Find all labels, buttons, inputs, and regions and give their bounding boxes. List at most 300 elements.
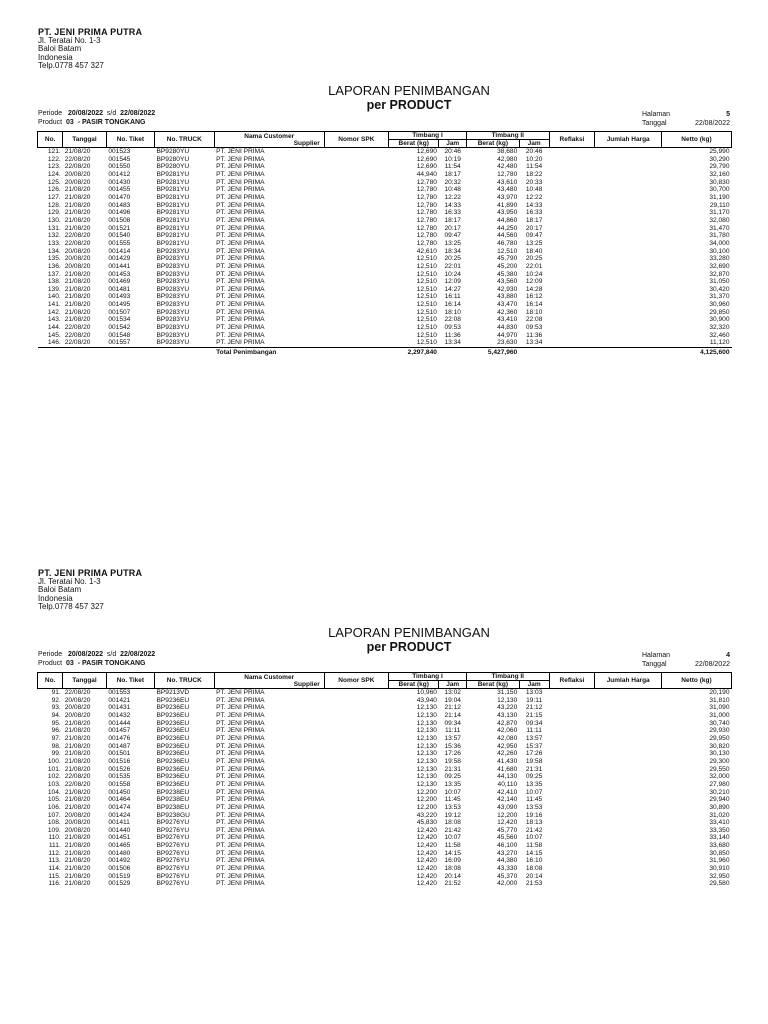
cell-customer: PT. JENI PRIMA [216, 742, 265, 750]
cell-tanggal: 21/08/20 [64, 719, 91, 727]
table-row [38, 743, 732, 751]
cell-tanggal: 20/08/20 [64, 819, 91, 827]
cell-truck: BP9276YU [156, 826, 190, 834]
cell-truck: BP9276YU [156, 857, 190, 865]
cell-berat2: 12,510 [497, 247, 518, 255]
cell-customer: PT. JENI PRIMA [216, 734, 265, 742]
cell-harga [595, 171, 662, 179]
cell-reflaksi [549, 727, 595, 735]
cell-jam2: 18:10 [525, 308, 543, 316]
cell-tiket: 001430 [108, 178, 131, 186]
cell-tanggal: 21/08/20 [64, 788, 91, 796]
cell-no: 130. [47, 216, 61, 224]
cell-berat1: 12,780 [416, 216, 437, 224]
cell-harga [595, 850, 662, 858]
col-truck: No. TRUCK [154, 132, 214, 148]
cell-truck: BP9236EU [156, 780, 190, 788]
cell-berat2: 42,980 [497, 155, 518, 163]
cell-tanggal: 21/08/20 [64, 849, 91, 857]
cell-jam1: 20:25 [444, 255, 461, 263]
cell-berat2: 45,200 [497, 262, 518, 270]
cell-jam1: 11:45 [444, 796, 461, 804]
col-netto: Netto (kg) [661, 673, 731, 689]
cell-customer: PT. JENI PRIMA [216, 803, 265, 811]
cell-tanggal: 21/08/20 [64, 293, 91, 301]
cell-berat1: 12,420 [416, 857, 437, 865]
cell-tiket: 001487 [108, 742, 131, 750]
cell-tanggal: 21/08/20 [64, 742, 91, 750]
cell-berat1: 12,510 [416, 262, 437, 270]
cell-spk [324, 873, 388, 881]
col-jam2: Jam [519, 681, 549, 689]
cell-berat1: 12,780 [416, 201, 437, 209]
cell-berat2: 12,420 [497, 819, 518, 827]
cell-tanggal: 21/08/20 [64, 193, 91, 201]
weighing-table [37, 672, 732, 888]
cell-berat1: 44,940 [416, 170, 437, 178]
cell-reflaksi [549, 758, 595, 766]
cell-reflaksi [549, 240, 595, 248]
cell-customer: PT. JENI PRIMA [216, 842, 265, 850]
cell-tanggal: 22/08/20 [64, 773, 91, 781]
report-title-sub: per PRODUCT [366, 98, 452, 112]
table-row [38, 186, 732, 194]
cell-berat1: 12,510 [416, 331, 437, 339]
cell-berat1: 12,420 [416, 849, 437, 857]
cell-tanggal: 21/08/20 [64, 216, 91, 224]
cell-spk [324, 225, 388, 233]
cell-spk [324, 750, 388, 758]
cell-jam2: 13:57 [525, 734, 543, 742]
table-row [38, 271, 732, 279]
table-row [38, 278, 732, 286]
cell-netto: 20,190 [709, 689, 730, 696]
cell-berat1: 12,510 [416, 278, 437, 286]
cell-berat1: 12,420 [416, 880, 437, 888]
cell-harga [595, 209, 662, 217]
cell-tanggal: 21/08/20 [64, 278, 91, 286]
cell-netto: 29,580 [709, 880, 730, 888]
cell-jam2: 10:07 [525, 834, 543, 842]
cell-reflaksi [549, 827, 595, 835]
cell-tanggal: 21/08/20 [64, 842, 91, 850]
cell-jam2: 20:17 [525, 224, 543, 232]
cell-jam2: 22:01 [525, 262, 543, 270]
cell-tiket: 001508 [108, 216, 131, 224]
cell-harga [595, 873, 662, 881]
cell-netto: 31,960 [709, 857, 730, 865]
cell-harga [595, 712, 662, 720]
cell-berat1: 12,130 [416, 727, 437, 735]
cell-berat2: 41,680 [497, 765, 518, 773]
table-row [38, 156, 732, 164]
cell-spk [324, 842, 388, 850]
cell-truck: BP9283YU [156, 293, 190, 301]
cell-customer: PT. JENI PRIMA [216, 324, 265, 332]
cell-tanggal: 21/08/20 [64, 757, 91, 765]
col-spk: Nomor SPK [324, 673, 388, 689]
cell-truck: BP9283YU [156, 308, 190, 316]
cell-tiket: 001469 [108, 278, 131, 286]
table-row [38, 324, 732, 332]
cell-harga [595, 773, 662, 781]
cell-reflaksi [549, 796, 595, 804]
tanggal-label: Tanggal [642, 120, 667, 127]
cell-harga [595, 880, 662, 888]
cell-no: 143. [47, 316, 61, 324]
cell-jam2: 11:45 [526, 796, 543, 804]
periode-sd: s/d [106, 110, 117, 117]
cell-jam1: 16:33 [444, 209, 461, 217]
cell-truck: BP9276YU [156, 872, 190, 880]
cell-reflaksi [549, 209, 595, 217]
cell-jam2: 09:47 [525, 232, 543, 240]
cell-tanggal: 21/08/20 [64, 765, 91, 773]
col-jam1: Jam [439, 681, 467, 689]
cell-berat1: 12,130 [416, 734, 437, 742]
cell-customer: PT. JENI PRIMA [216, 757, 265, 765]
cell-customer: PT. JENI PRIMA [216, 696, 265, 704]
col-reflaksi: Reflaksi [549, 132, 595, 148]
cell-jam1: 13:25 [444, 239, 461, 247]
cell-berat1: 12,690 [416, 155, 437, 163]
cell-harga [595, 255, 662, 263]
col-timbang1: Timbang I [388, 132, 466, 140]
cell-truck: BP9236EU [156, 765, 190, 773]
cell-tiket: 001521 [108, 224, 131, 232]
periode-sd: s/d [106, 651, 117, 658]
cell-truck: BP9281YU [156, 216, 190, 224]
cell-reflaksi [549, 309, 595, 317]
cell-jam1: 10:19 [444, 155, 461, 163]
table-row [38, 773, 732, 781]
cell-tiket: 001519 [108, 872, 131, 880]
cell-truck: BP9213VD [156, 689, 190, 696]
cell-no: 131. [47, 224, 61, 232]
cell-harga [595, 758, 662, 766]
cell-berat2: 42,930 [497, 285, 518, 293]
cell-customer: PT. JENI PRIMA [216, 316, 265, 324]
cell-berat1: 12,510 [416, 316, 437, 324]
cell-tanggal: 21/08/20 [64, 796, 91, 804]
cell-harga [595, 225, 662, 233]
cell-tiket: 001455 [108, 186, 131, 194]
cell-jam1: 10:07 [444, 834, 461, 842]
cell-spk [324, 720, 388, 728]
cell-reflaksi [549, 286, 595, 294]
cell-netto: 31,780 [709, 232, 730, 240]
cell-customer: PT. JENI PRIMA [216, 811, 265, 819]
col-tiket: No. Tiket [106, 132, 154, 148]
cell-netto: 33,140 [709, 834, 730, 842]
cell-no: 145. [47, 331, 61, 339]
cell-netto: 32,950 [709, 872, 730, 880]
cell-reflaksi [549, 850, 595, 858]
table-row [38, 179, 732, 187]
cell-berat2: 43,470 [497, 301, 518, 309]
table-row [38, 301, 732, 309]
cell-no: 125. [47, 178, 61, 186]
company-address2: Baloi Batam [38, 44, 82, 54]
company-phone: Telp.0778 457 327 [38, 602, 104, 612]
cell-tanggal: 20/08/20 [64, 178, 91, 186]
cell-harga [595, 240, 662, 248]
cell-spk [324, 704, 388, 712]
cell-harga [595, 804, 662, 812]
cell-jam1: 21:31 [444, 765, 461, 773]
cell-berat2: 45,770 [497, 826, 518, 834]
product-line [38, 660, 146, 668]
cell-jam1: 09:34 [444, 719, 461, 727]
cell-berat1: 12,780 [416, 193, 437, 201]
cell-jam2: 18:13 [525, 819, 543, 827]
product-line [38, 119, 146, 127]
cell-spk [324, 286, 388, 294]
cell-spk [324, 758, 388, 766]
cell-harga [595, 202, 662, 210]
cell-reflaksi [549, 278, 595, 286]
col-reflaksi: Reflaksi [549, 673, 595, 689]
cell-no: 106. [47, 803, 61, 811]
col-tanggal: Tanggal [63, 132, 107, 148]
cell-harga [595, 842, 662, 850]
cell-spk [324, 880, 388, 888]
cell-customer: PT. JENI PRIMA [216, 155, 265, 163]
cell-no: 102. [47, 773, 61, 781]
cell-no: 122. [47, 155, 61, 163]
cell-no: 129. [47, 209, 61, 217]
cell-tiket: 001465 [108, 842, 131, 850]
table-row [38, 758, 732, 766]
cell-berat2: 42,140 [497, 796, 518, 804]
cell-jam2: 16:10 [525, 857, 543, 865]
cell-berat1: 12,510 [416, 270, 437, 278]
cell-reflaksi [549, 301, 595, 309]
cell-harga [595, 766, 662, 774]
cell-jam2: 10:07 [525, 788, 543, 796]
cell-spk [324, 309, 388, 317]
cell-tanggal: 21/08/20 [64, 865, 91, 873]
cell-berat2: 43,950 [497, 209, 518, 217]
cell-tiket: 001481 [108, 285, 131, 293]
cell-truck: BP9276YU [156, 849, 190, 857]
halaman-label: Halaman [642, 652, 671, 659]
cell-berat1: 42,610 [416, 247, 437, 255]
cell-tiket: 001431 [108, 704, 131, 712]
cell-tanggal: 21/08/20 [64, 803, 91, 811]
cell-truck: BP9280YU [156, 155, 190, 163]
cell-berat1: 12,780 [416, 186, 437, 194]
cell-spk [324, 248, 388, 256]
cell-berat2: 42,060 [497, 727, 518, 735]
company-country: Indonesia [38, 593, 73, 603]
cell-harga [595, 156, 662, 164]
cell-jam2: 19:16 [525, 811, 543, 819]
cell-netto: 30,100 [709, 247, 730, 255]
cell-customer: PT. JENI PRIMA [216, 765, 265, 773]
cell-no: 134. [47, 247, 61, 255]
cell-spk [324, 796, 388, 804]
cell-customer: PT. JENI PRIMA [216, 849, 265, 857]
weighing-table [37, 131, 732, 357]
cell-customer: PT. JENI PRIMA [216, 285, 265, 293]
cell-reflaksi [549, 812, 595, 820]
cell-jam1: 18:34 [444, 247, 461, 255]
cell-berat2: 43,970 [497, 193, 518, 201]
cell-no: 127. [47, 193, 61, 201]
cell-customer: PT. JENI PRIMA [216, 689, 265, 696]
cell-reflaksi [549, 857, 595, 865]
col-timbang2: Timbang II [466, 673, 549, 681]
cell-tiket: 001421 [108, 696, 131, 704]
cell-reflaksi [549, 743, 595, 751]
cell-jam1: 20:14 [444, 872, 461, 880]
cell-berat2: 42,360 [497, 308, 518, 316]
cell-reflaksi [549, 842, 595, 850]
cell-reflaksi [549, 156, 595, 164]
cell-jam1: 09:47 [444, 232, 461, 240]
cell-no: 100. [47, 757, 61, 765]
cell-reflaksi [549, 720, 595, 728]
periode-line [38, 110, 155, 118]
cell-harga [595, 163, 662, 171]
cell-no: 110. [48, 834, 61, 842]
cell-truck: BP9236EU [156, 742, 190, 750]
cell-truck: BP9238GU [156, 811, 190, 819]
cell-berat1: 43,940 [416, 696, 437, 704]
cell-customer: PT. JENI PRIMA [216, 163, 265, 171]
cell-tanggal: 21/08/20 [64, 224, 91, 232]
cell-truck: BP9283YU [156, 324, 190, 332]
col-customer-2: Supplier [293, 139, 320, 147]
cell-spk [324, 697, 388, 705]
cell-jam1: 20:17 [444, 224, 461, 232]
cell-berat1: 43,220 [416, 811, 437, 819]
cell-jam2: 14:15 [525, 849, 543, 857]
cell-netto: 29,300 [709, 757, 730, 765]
cell-customer: PT. JENI PRIMA [216, 788, 265, 796]
cell-berat2: 43,880 [497, 293, 518, 301]
cell-tanggal: 21/08/20 [64, 727, 91, 735]
cell-berat1: 12,200 [416, 796, 437, 804]
table-row [38, 766, 732, 774]
cell-jam1: 21:42 [444, 826, 461, 834]
product-name: - PASIR TONGKANG [77, 660, 146, 667]
table-row [38, 727, 732, 735]
cell-harga [595, 179, 662, 187]
cell-no: 121. [47, 148, 61, 155]
cell-customer: PT. JENI PRIMA [216, 239, 265, 247]
cell-jam2: 18:17 [525, 216, 543, 224]
cell-jam1: 22:08 [444, 316, 461, 324]
cell-spk [324, 865, 388, 873]
cell-tiket: 001516 [108, 757, 131, 765]
cell-berat1: 12,420 [416, 842, 437, 850]
cell-berat2: 41,890 [497, 201, 518, 209]
cell-truck: BP9283YU [156, 247, 190, 255]
cell-netto: 30,420 [709, 285, 730, 293]
col-customer-1: Nama Customer [244, 132, 295, 140]
cell-jam2: 17:26 [525, 750, 543, 758]
table-row [38, 248, 732, 256]
periode-from: 20/08/2022 [67, 651, 104, 658]
cell-berat1: 12,130 [416, 780, 437, 788]
cell-tiket: 001526 [108, 765, 131, 773]
cell-spk [324, 735, 388, 743]
halaman-line [642, 652, 730, 660]
col-timbang1: Timbang I [388, 673, 466, 681]
cell-tiket: 001501 [108, 750, 131, 758]
cell-berat2: 12,200 [497, 811, 518, 819]
cell-jam1: 13:35 [444, 780, 461, 788]
cell-netto: 30,830 [709, 178, 730, 186]
cell-reflaksi [549, 316, 595, 324]
cell-no: 124. [47, 170, 61, 178]
cell-tanggal: 20/08/20 [64, 704, 91, 712]
cell-spk [324, 773, 388, 781]
cell-jam2: 09:25 [525, 773, 543, 781]
cell-jam1: 12:09 [444, 278, 461, 286]
cell-reflaksi [549, 339, 595, 347]
table-row [38, 339, 732, 347]
cell-truck: BP9280YU [156, 148, 190, 155]
company-name: PT. JENI PRIMA PUTRA [38, 568, 143, 578]
cell-tiket: 001553 [108, 689, 131, 696]
cell-tanggal: 21/08/20 [64, 285, 91, 293]
cell-berat2: 43,560 [497, 278, 518, 286]
cell-netto: 31,000 [709, 711, 730, 719]
company-block [38, 569, 142, 612]
cell-tanggal: 20/08/20 [64, 262, 91, 270]
cell-tiket: 001523 [108, 148, 131, 155]
cell-berat1: 12,510 [416, 308, 437, 316]
cell-netto: 32,460 [709, 331, 730, 339]
cell-no: 126. [47, 186, 61, 194]
cell-tanggal: 22/08/20 [64, 324, 91, 332]
cell-truck: BP9236EU [156, 696, 190, 704]
cell-netto: 30,900 [709, 316, 730, 324]
cell-netto: 30,210 [709, 788, 730, 796]
cell-spk [324, 194, 388, 202]
cell-no: 139. [47, 285, 61, 293]
cell-berat1: 12,510 [416, 285, 437, 293]
cell-berat1: 12,690 [416, 148, 437, 155]
cell-jam2: 12:22 [525, 193, 543, 201]
cell-customer: PT. JENI PRIMA [216, 301, 265, 309]
table-row [38, 202, 732, 210]
tanggal-line [642, 120, 730, 128]
report-title-sub: per PRODUCT [366, 640, 452, 654]
cell-truck: BP9281YU [156, 186, 190, 194]
cell-berat2: 31,150 [497, 689, 518, 696]
cell-truck: BP9283YU [156, 339, 190, 347]
cell-netto: 32,080 [709, 216, 730, 224]
cell-truck: BP9283YU [156, 331, 190, 339]
cell-spk [324, 217, 388, 225]
table-row [38, 316, 732, 324]
company-address1: Jl. Teratai No. 1-3 [38, 35, 101, 45]
cell-jam1: 13:34 [444, 339, 461, 347]
cell-truck: BP9283YU [156, 255, 190, 263]
cell-no: 96. [51, 727, 61, 735]
company-name: PT. JENI PRIMA PUTRA [38, 27, 143, 37]
cell-berat2: 44,380 [497, 857, 518, 865]
cell-no: 105. [47, 796, 61, 804]
cell-harga [595, 697, 662, 705]
cell-tiket: 001495 [108, 301, 131, 309]
cell-jam1: 11:36 [444, 331, 461, 339]
cell-netto: 31,090 [709, 704, 730, 712]
